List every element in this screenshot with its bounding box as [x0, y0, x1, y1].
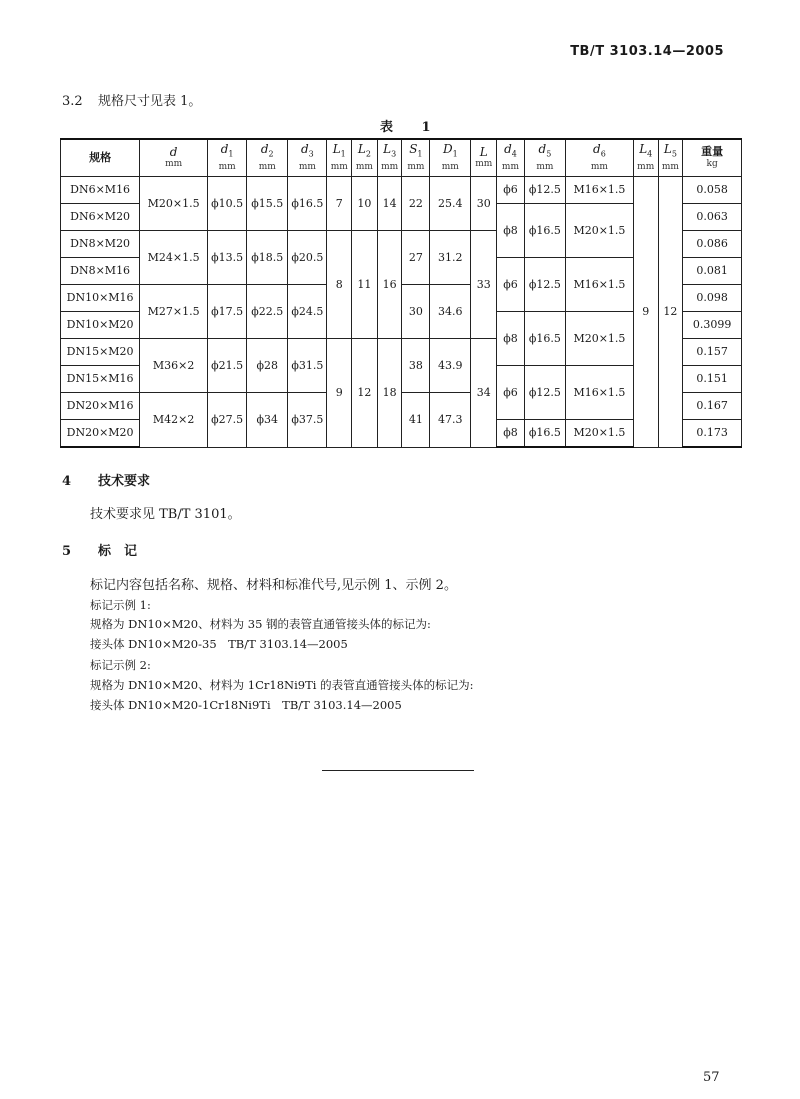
cell-d: M20×1.5 [140, 177, 208, 231]
cell-L1: 8 [327, 231, 352, 339]
cell-D1: 47.3 [430, 393, 471, 448]
header-S1: $S_1$ mm [402, 139, 430, 177]
clause-5-text: 标记内容包括名称、规格、材料和标准代号,见示例 1、示例 2。 [90, 578, 457, 593]
cell-S1: 38 [402, 339, 430, 393]
table-row [61, 177, 742, 204]
clause-number: 4 [62, 474, 72, 489]
cell-d6: M20×1.5 [565, 204, 633, 258]
header-L: L mm [471, 139, 497, 177]
cell-L: 30 [471, 177, 497, 231]
cell-d4: ϕ6 [497, 177, 525, 204]
cell-d4: ϕ8 [497, 312, 525, 366]
table-header-row [61, 139, 742, 177]
cell-weight: 0.098 [683, 285, 742, 312]
cell-d4: ϕ8 [497, 204, 525, 258]
cell-spec: DN15×M20 [61, 339, 140, 366]
cell-d6: M16×1.5 [565, 366, 633, 420]
cell-d5: ϕ12.5 [524, 258, 565, 312]
cell-d5: ϕ16.5 [524, 420, 565, 448]
cell-d5: ϕ16.5 [524, 312, 565, 366]
cell-weight: 0.173 [683, 420, 742, 448]
clause-title: 标 记 [98, 544, 138, 559]
clause-5-heading [62, 540, 137, 559]
cell-S1: 22 [402, 177, 430, 231]
cell-D1: 43.9 [430, 339, 471, 393]
header-d3: $d_3$ mm [288, 139, 327, 177]
end-rule [322, 770, 474, 771]
cell-spec: DN8×M16 [61, 258, 140, 285]
cell-spec: DN8×M20 [61, 231, 140, 258]
cell-S1: 41 [402, 393, 430, 448]
example-2-mark: 接头体 DN10×M20-1Cr18Ni9Ti TB/T 3103.14—2005 [90, 698, 402, 712]
cell-weight: 0.167 [683, 393, 742, 420]
cell-d1: ϕ21.5 [208, 339, 247, 393]
cell-L3: 16 [377, 231, 402, 339]
cell-spec: DN15×M16 [61, 366, 140, 393]
cell-weight: 0.3099 [683, 312, 742, 339]
cell-d3: ϕ24.5 [288, 285, 327, 339]
header-L3: $L_3$ mm [377, 139, 402, 177]
example-1-mark: 接头体 DN10×M20-35 TB/T 3103.14—2005 [90, 637, 348, 651]
header-d6: $d_6$ mm [565, 139, 633, 177]
header-weight: 重量 kg [683, 139, 742, 177]
cell-d4: ϕ6 [497, 258, 525, 312]
clause-3-2 [62, 90, 201, 109]
cell-D1: 25.4 [430, 177, 471, 231]
cell-weight: 0.151 [683, 366, 742, 393]
cell-d2: ϕ15.5 [247, 177, 288, 231]
header-L4: $L_4$ mm [633, 139, 658, 177]
example-2-label: 标记示例 2: [90, 658, 151, 672]
cell-d1: ϕ10.5 [208, 177, 247, 231]
cell-d2: ϕ28 [247, 339, 288, 393]
clause-number: 3.2 [62, 94, 83, 109]
cell-spec: DN6×M16 [61, 177, 140, 204]
header-D1: $D_1$ mm [430, 139, 471, 177]
cell-weight: 0.086 [683, 231, 742, 258]
cell-spec: DN10×M16 [61, 285, 140, 312]
standard-code: TB/T 3103.14—2005 [570, 44, 724, 59]
cell-d1: ϕ17.5 [208, 285, 247, 339]
cell-d2: ϕ34 [247, 393, 288, 448]
cell-d4: ϕ6 [497, 366, 525, 420]
cell-L4: 9 [633, 177, 658, 448]
cell-L2: 11 [352, 231, 378, 339]
cell-d3: ϕ16.5 [288, 177, 327, 231]
cell-d6: M16×1.5 [565, 258, 633, 312]
cell-L3: 14 [377, 177, 402, 231]
clause-4-heading [62, 470, 150, 489]
clause-4-text: 技术要求见 TB/T 3101。 [90, 507, 241, 522]
cell-d6: M20×1.5 [565, 312, 633, 366]
example-1-label: 标记示例 1: [90, 598, 151, 612]
cell-d3: ϕ37.5 [288, 393, 327, 448]
cell-d: M42×2 [140, 393, 208, 448]
cell-d4: ϕ8 [497, 420, 525, 448]
cell-d5: ϕ16.5 [524, 204, 565, 258]
cell-D1: 34.6 [430, 285, 471, 339]
cell-L1: 9 [327, 339, 352, 448]
header-L2: $L_2$ mm [352, 139, 378, 177]
header-d4: $d_4$ mm [497, 139, 525, 177]
cell-L3: 18 [377, 339, 402, 448]
header-L5: $L_5$ mm [658, 139, 683, 177]
cell-L2: 10 [352, 177, 378, 231]
cell-d: M27×1.5 [140, 285, 208, 339]
cell-L2: 12 [352, 339, 378, 448]
cell-weight: 0.157 [683, 339, 742, 366]
header-L1: $L_1$ mm [327, 139, 352, 177]
header-d5: $d_5$ mm [524, 139, 565, 177]
header-d: d mm [140, 139, 208, 177]
cell-d1: ϕ27.5 [208, 393, 247, 448]
table-title: 表 1 [380, 120, 443, 135]
cell-d3: ϕ31.5 [288, 339, 327, 393]
cell-d6: M16×1.5 [565, 177, 633, 204]
example-2-description: 规格为 DN10×M20、材料为 1Cr18Ni9Ti 的表管直通管接头体的标记为: [90, 678, 474, 692]
header-d2: $d_2$ mm [247, 139, 288, 177]
cell-d5: ϕ12.5 [524, 366, 565, 420]
cell-d5: ϕ12.5 [524, 177, 565, 204]
example-1-description: 规格为 DN10×M20、材料为 35 钢的表管直通管接头体的标记为: [90, 617, 431, 631]
cell-S1: 27 [402, 231, 430, 285]
cell-L5: 12 [658, 177, 683, 448]
cell-d: M36×2 [140, 339, 208, 393]
clause-number: 5 [62, 544, 72, 559]
cell-d3: ϕ20.5 [288, 231, 327, 285]
cell-L: 34 [471, 339, 497, 448]
cell-spec: DN10×M20 [61, 312, 140, 339]
cell-weight: 0.081 [683, 258, 742, 285]
cell-spec: DN20×M20 [61, 420, 140, 448]
page-number: 57 [703, 1070, 720, 1085]
header-spec: 规格 [61, 139, 140, 177]
cell-S1: 30 [402, 285, 430, 339]
cell-d2: ϕ22.5 [247, 285, 288, 339]
cell-L1: 7 [327, 177, 352, 231]
cell-d: M24×1.5 [140, 231, 208, 285]
clause-text: 规格尺寸见表 1。 [98, 94, 202, 109]
cell-spec: DN6×M20 [61, 204, 140, 231]
cell-weight: 0.063 [683, 204, 742, 231]
cell-weight: 0.058 [683, 177, 742, 204]
cell-L: 33 [471, 231, 497, 339]
cell-D1: 31.2 [430, 231, 471, 285]
cell-spec: DN20×M16 [61, 393, 140, 420]
cell-d2: ϕ18.5 [247, 231, 288, 285]
spec-table [60, 138, 742, 448]
clause-title: 技术要求 [98, 474, 151, 489]
cell-d1: ϕ13.5 [208, 231, 247, 285]
cell-d6: M20×1.5 [565, 420, 633, 448]
header-d1: $d_1$ mm [208, 139, 247, 177]
